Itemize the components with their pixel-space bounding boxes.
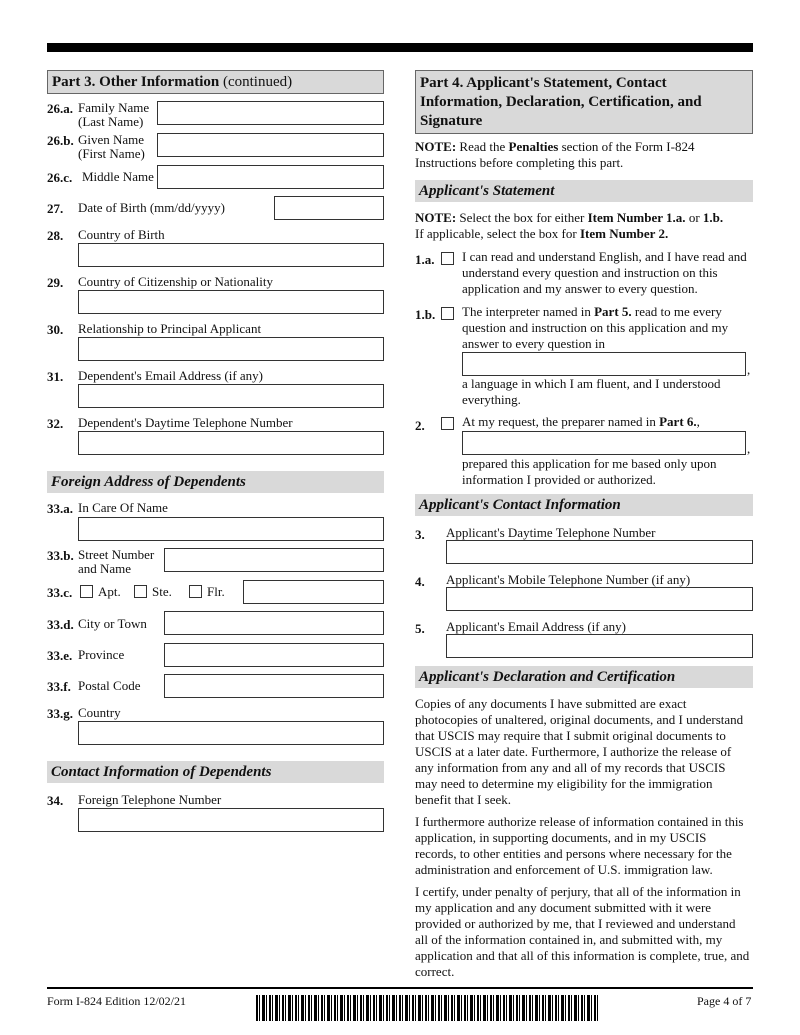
province-input[interactable] <box>164 643 384 667</box>
q5-label: Applicant's Email Address (if any) <box>446 619 626 634</box>
footer-rule <box>47 987 753 989</box>
applicant-daytime-phone-input[interactable] <box>446 540 753 564</box>
applicant-mobile-phone-input[interactable] <box>446 587 753 611</box>
unit-number-input[interactable] <box>243 580 384 604</box>
english-checkbox[interactable] <box>441 252 454 265</box>
q26b-number: 26.b. <box>47 133 74 148</box>
q33a-number: 33.a. <box>47 501 73 516</box>
date-of-birth-input[interactable] <box>274 196 384 220</box>
part4-header: Part 4. Applicant's Statement, Contact Information, Declaration, Certification, and Signature <box>415 70 753 134</box>
q1b-text: The interpreter named in Part 5. read to me every question and instruction on this application and my answer to every question in <box>462 304 729 351</box>
q1b-after-text: a language in which I am fluent, and I understood everything. <box>462 376 721 407</box>
part3-title: Part 3. Other Information <box>52 74 220 90</box>
q28-number: 28. <box>47 228 64 243</box>
q33e-label: Province <box>78 647 125 662</box>
apt-label: Apt. <box>98 584 121 599</box>
top-rule <box>47 43 753 52</box>
declaration-paragraph-3: I certify, under penalty of perjury, that all of the information in my application and any document submitted with it were provided or authorized by me, that I reviewed and understand all of the information contained in, and submitted with, my application and that all of this information is complete, true, and correct. <box>415 884 750 979</box>
q34-label: Foreign Telephone Number <box>78 792 222 807</box>
foreign-address-header: Foreign Address of Dependents <box>47 471 384 493</box>
q26c-number: 26.c. <box>47 170 73 185</box>
declaration-paragraph-1: Copies of any documents I have submitted are exact photocopies of unaltered, original documents, and I understand that USCIS may require that I submit original documents to USCIS at a later date. Furthermore, I authorize the release of any information from any and all of my records that USCIS may need to determine my eligibility for the immigration benefit that I seek. <box>415 696 744 807</box>
q1b-number: 1.b. <box>415 307 436 322</box>
q26b-label: Given Name (First Name) <box>78 132 145 161</box>
q29-label: Country of Citizenship or Nationality <box>78 274 273 289</box>
interpreter-checkbox[interactable] <box>441 307 454 320</box>
q4-label: Applicant's Mobile Telephone Number (if any) <box>446 572 691 587</box>
q28-label: Country of Birth <box>78 227 165 242</box>
apt-checkbox[interactable] <box>80 585 93 598</box>
q33c-number: 33.c. <box>47 585 73 600</box>
preparer-checkbox[interactable] <box>441 417 454 430</box>
ste-checkbox[interactable] <box>134 585 147 598</box>
declaration-paragraph-2: I furthermore authorize release of information contained in this application, in supporting documents, and in my USCIS records, to other entities and persons where necessary for the administration and enforcement of U.S. immigration law. <box>415 814 744 877</box>
q1a-number: 1.a. <box>415 252 435 267</box>
q2-text: At my request, the preparer named in Part 6., <box>462 414 700 429</box>
q5-number: 5. <box>415 621 425 636</box>
contact-dependents-header: Contact Information of Dependents <box>47 761 384 783</box>
in-care-of-input[interactable] <box>78 517 384 541</box>
given-name-input[interactable] <box>157 133 384 157</box>
q34-number: 34. <box>47 793 64 808</box>
part3-continued: (continued) <box>219 74 293 90</box>
q31-number: 31. <box>47 369 64 384</box>
middle-name-input[interactable] <box>157 165 384 189</box>
preparer-input[interactable] <box>462 431 746 455</box>
barcode <box>256 995 600 1021</box>
q33b-number: 33.b. <box>47 548 74 563</box>
q33g-number: 33.g. <box>47 706 73 721</box>
q32-number: 32. <box>47 416 64 431</box>
q30-number: 30. <box>47 322 64 337</box>
q33f-label: Postal Code <box>78 678 141 693</box>
q29-number: 29. <box>47 275 64 290</box>
flr-checkbox[interactable] <box>189 585 202 598</box>
street-input[interactable] <box>164 548 384 572</box>
q2-after-text: prepared this application for me based only upon information I provided or authorized. <box>462 456 717 487</box>
flr-label: Flr. <box>207 584 225 599</box>
applicant-statement-header: Applicant's Statement <box>415 180 753 202</box>
q4-number: 4. <box>415 574 425 589</box>
q31-label: Dependent's Email Address (if any) <box>78 368 264 383</box>
dependent-phone-input[interactable] <box>78 431 384 455</box>
ste-label: Ste. <box>152 584 172 599</box>
q3-number: 3. <box>415 527 425 542</box>
relationship-input[interactable] <box>78 337 384 361</box>
country-input[interactable] <box>78 721 384 745</box>
q32-label: Dependent's Daytime Telephone Number <box>78 415 293 430</box>
note-select-box: NOTE: Select the box for either Item Number 1.a. or 1.b. If applicable, select the box for Item Number 2. <box>415 210 724 241</box>
q27-label: Date of Birth (mm/dd/yyyy) <box>78 200 225 215</box>
language-input[interactable] <box>462 352 746 376</box>
q26a-label: Family Name (Last Name) <box>78 100 150 129</box>
q33g-label: Country <box>78 705 121 720</box>
q26c-label: Middle Name <box>82 169 154 184</box>
q33d-number: 33.d. <box>47 617 74 632</box>
q3-label: Applicant's Daytime Telephone Number <box>446 525 656 540</box>
q30-label: Relationship to Principal Applicant <box>78 321 262 336</box>
foreign-phone-input[interactable] <box>78 808 384 832</box>
country-of-birth-input[interactable] <box>78 243 384 267</box>
postal-code-input[interactable] <box>164 674 384 698</box>
q26a-number: 26.a. <box>47 101 73 116</box>
q33b-label: Street Number and Name <box>78 547 155 576</box>
q2-number: 2. <box>415 418 425 433</box>
applicant-contact-header: Applicant's Contact Information <box>415 494 753 516</box>
citizenship-input[interactable] <box>78 290 384 314</box>
preparer-comma: , <box>747 441 751 456</box>
page-number: Page 4 of 7 <box>697 994 752 1008</box>
city-input[interactable] <box>164 611 384 635</box>
q1a-text: I can read and understand English, and I have read and understand every question and instruction on this application and my answer to every question. <box>462 249 747 296</box>
language-comma: , <box>747 362 751 377</box>
form-edition: Form I-824 Edition 12/02/21 <box>47 994 186 1008</box>
q33d-label: City or Town <box>78 616 147 631</box>
q33e-number: 33.e. <box>47 648 73 663</box>
part3-header <box>47 70 384 94</box>
q33f-number: 33.f. <box>47 679 71 694</box>
dependent-email-input[interactable] <box>78 384 384 408</box>
q27-number: 27. <box>47 201 64 216</box>
family-name-input[interactable] <box>157 101 384 125</box>
applicant-email-input[interactable] <box>446 634 753 658</box>
q33a-label: In Care Of Name <box>78 500 168 515</box>
declaration-header: Applicant's Declaration and Certification <box>415 666 753 688</box>
note-penalties: NOTE: Read the Penalties section of the Form I-824 Instructions before completing this part. <box>415 139 695 170</box>
